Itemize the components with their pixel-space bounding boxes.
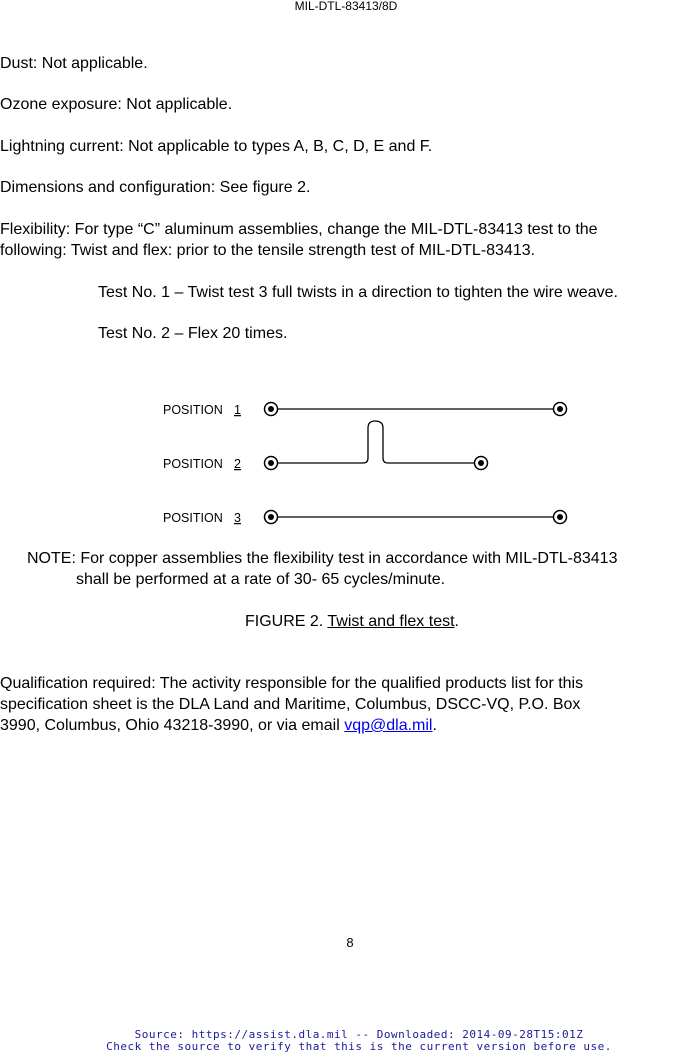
qualification-line-3-text: 3990, Columbus, Ohio 43218-3990, or via email [0,717,345,734]
page-number: 8 [346,935,354,950]
figure-caption [0,611,692,632]
dimensions-paragraph: Dimensions and configuration: See figure 2. [0,179,311,196]
position-2-row [163,421,488,471]
caption-prefix: FIGURE 2. [244,613,328,630]
flexibility-line-1: Flexibility: For type “C” aluminum assemblies, change the MIL-DTL-83413 test to the [0,221,598,238]
position-1-label: POSITION [163,403,223,417]
position-3-row [163,511,567,526]
document-header: MIL-DTL-83413/8D [294,0,398,13]
test-1-paragraph: Test No. 1 – Twist test 3 full twists in a direction to tighten the wire weave. [98,284,618,301]
qualification-line-1: Qualification required: The activity responsible for the qualified products list for this [0,675,584,692]
figure-note-line-1: NOTE: For copper assemblies the flexibility test in accordance with MIL-DTL-83413 [27,550,618,567]
position-2-number: 2 [234,457,241,471]
ozone-paragraph: Ozone exposure: Not applicable. [0,96,233,113]
caption-suffix: . [454,613,459,630]
dust-paragraph: Dust: Not applicable. [0,55,148,72]
position-2-label: POSITION [163,457,223,471]
caption-title: Twist and flex test [327,613,455,630]
position-3-number: 3 [234,511,241,525]
lightning-paragraph: Lightning current: Not applicable to types A, B, C, D, E and F. [0,138,433,155]
twist-flex-figure [150,390,590,535]
test-2-paragraph: Test No. 2 – Flex 20 times. [98,325,288,342]
email-link[interactable]: vqp@dla.mil [344,717,433,734]
flexibility-line-2: following: Twist and flex: prior to the tensile strength test of MIL-DTL-83413. [0,242,536,259]
figure-note-line-2: shall be performed at a rate of 30- 65 cycles/minute. [76,571,446,588]
source-footer-line-1: Source: https://assist.dla.mil -- Downloaded: 2014-09-28T15:01Z [134,1028,584,1041]
position-1-number: 1 [234,403,241,417]
position-1-row [163,403,567,418]
qualification-line-3-end: . [432,717,437,734]
position-3-label: POSITION [163,511,223,525]
qualification-line-3 [0,715,690,736]
source-footer-line-2: Check the source to verify that this is the current version before use. [106,1040,612,1053]
qualification-line-2: specification sheet is the DLA Land and Maritime, Columbus, DSCC-VQ, P.O. Box [0,696,581,713]
